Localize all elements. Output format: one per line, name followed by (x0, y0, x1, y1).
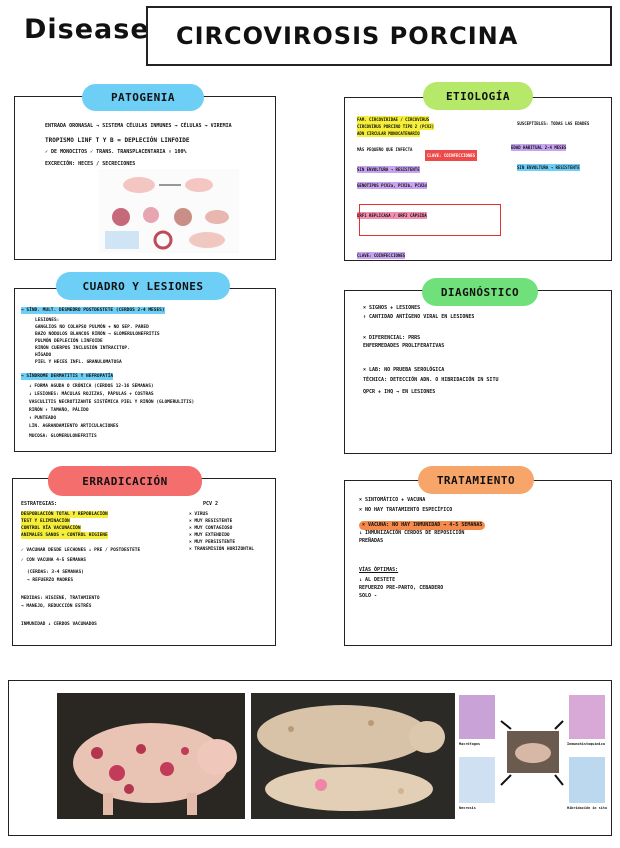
cuadro-line-12: VASCULITIS NECROTIZANTE SISTÉMICA PIEL Y RIÑÓN (GLOMERULITIS) (29, 400, 195, 405)
etiologia-line-7: ORF1 REPLICASA / ORF2 CÁPSIDA (357, 213, 427, 218)
disease-label: Disease (24, 14, 150, 45)
diagnostico-line-7: QPCR + IHQ → EN LESIONES (363, 389, 436, 395)
tratamiento-line-2: × NO HAY TRATAMIENTO ESPECÍFICO (359, 507, 453, 513)
erradicacion-line-6: ✓ VACUNAR DESDE LECHONES ↓ PRE / POSTDESTETE (21, 548, 141, 553)
erradicacion-line-8: (CERDAS: 3-4 SEMANAS) (27, 570, 84, 575)
cuadro-line-3: GANGLIOS NO COLAPSO PULMÓN + NO SEP. PARED (35, 325, 149, 330)
pcv2-side-title: PCV 2 (203, 501, 219, 507)
erradicacion-line-10: MEDIDAS: HIGIENE, TRATAMIENTO (21, 596, 100, 601)
tratamiento-line-6: VÍAS ÓPTIMAS: (359, 567, 399, 573)
photo-strip (8, 680, 612, 836)
histology-caption-2: Inmunohistoquímica (567, 742, 605, 746)
cuadro-line-5: PULMÓN DEPLECIÓN LINFOIDE (35, 339, 103, 344)
histology-image-1 (459, 695, 495, 739)
erradicacion-line-3: TEST Y ELIMINACIÓN (21, 519, 70, 524)
cuadro-line-13: RIÑÓN ↑ TAMAÑO, PÁLIDO (29, 408, 89, 413)
etiologia-line-6: GENOTIPOS PCV2a, PCV2b, PCV2d (357, 183, 427, 188)
diagnostico-line-2: ↑ CANTIDAD ANTÍGENO VIRAL EN LESIONES (363, 314, 475, 320)
etiologia-line-3: ADN CIRCULAR MONOCATENARIO (357, 131, 420, 136)
pcv2-side-4: × MUY EXTENDIDO (189, 533, 230, 538)
pig-figure-2 (185, 178, 213, 192)
cuadro-line-14: ↑ PUNTEADO (29, 416, 57, 421)
cuadro-line-2: LESIONES: (35, 318, 60, 323)
etiologia-line-5: SIN ENVOLTURA → RESISTENTE (357, 167, 420, 172)
pig-figure-1 (123, 177, 155, 193)
title-box (146, 6, 612, 66)
cuadro-line-16: MUCOSA: GLOMERULONEFRITIS (29, 434, 97, 439)
cuadro-title: CUADRO Y LESIONES (56, 272, 230, 300)
diagnostico-line-4: ENFERMEDADES PROLIFERATIVAS (363, 343, 445, 349)
patogenia-line-4: EXCRECIÓN: HECES / SECRECIONES (45, 161, 136, 167)
tratamiento-card (344, 480, 612, 646)
cuadro-line-10: ↓ FORMA AGUDA O CRÓNICA (CERDOS 12-16 SEMANAS) (29, 384, 154, 389)
etiologia-line-2: CIRCOVIRUS PORCINO TIPO 2 (PCV2) (357, 124, 435, 129)
cuadro-line-7: HÍGADO (35, 353, 52, 358)
page-title: CIRCOVIROSIS PORCINA (176, 22, 519, 50)
tratamiento-line-1: × SINTOMÁTICO + VACUNA (359, 497, 426, 503)
cuadro-card (14, 288, 276, 452)
tratamiento-line-7: ↓ AL DESTETE (359, 577, 396, 583)
tratamiento-title: TRATAMIENTO (418, 466, 534, 494)
organ-figure-3 (174, 208, 192, 226)
red-outline-box (359, 204, 501, 236)
tratamiento-line-8: REFUERZO PRE-PARTO, CEBADERO (359, 585, 444, 591)
etiologia-right-1: SUSCEPTIBLES: TODAS LAS EDADES (517, 121, 590, 126)
erradicacion-line-7: ✓ CON VACUNA 4-5 SEMANAS (21, 558, 87, 563)
etiologia-line-4: MÁS PEQUEÑO QUE INFECTA (357, 147, 413, 152)
organ-figure-1 (112, 208, 130, 226)
diagnostico-line-6: TÉCNICA: DETECCIÓN ADN. O HIBRIDACIÓN IN SITU (363, 377, 499, 383)
diagnostico-line-3: × DIFERENCIAL: PRRS (363, 335, 421, 341)
erradicacion-line-2: DESPOBLACIÓN TOTAL Y REPOBLACIÓN (21, 512, 108, 517)
etiologia-card (344, 97, 612, 261)
cuadro-line-15: LIN. AGRANDAMIENTO ARTICULACIONES (29, 424, 119, 429)
patogenia-line-3: ✓ DE MONOCITOS ✓ TRANS. TRANSPLACENTARIA ↑ 100% (45, 149, 187, 155)
tratamiento-line-3: × VACUNA: NO HAY INMUNIDAD → 4-5 SEMANAS (359, 521, 485, 530)
erradicacion-line-1: ESTRATEGIAS: (21, 501, 58, 507)
pcv2-side-3: × MUY CONTAGIOSO (189, 526, 233, 531)
pcv2-side-6: × TRANSMISIÓN HORIZONTAL (189, 547, 255, 552)
erradicacion-line-5: ANIMALES SANOS + CONTROL HIGIENE (21, 533, 108, 538)
pig-photo-lesions (57, 693, 245, 819)
etiologia-line-8: CLAVE: COINFECCIONES (357, 253, 406, 258)
erradicacion-line-12: INMUNIDAD ↓ CERDOS VACUNADOS (21, 622, 97, 627)
histology-caption-1: Macrófagos (459, 742, 481, 746)
erradicacion-line-11: → MANEJO, REDUCCIÓN ESTRÉS (21, 604, 92, 609)
cuadro-line-6: RIÑÓN CUERPOS INCLUSIÓN INTRACITOP. (35, 346, 130, 351)
cuadro-line-8: PIEL Y HECES INFL. GRANULOMATOSA (35, 360, 122, 365)
pcv2-side-5: × MUY PERSISTENTE (189, 540, 236, 545)
tratamiento-line-4: ↓ INMUNIZACIÓN CERDOS DE REPOSICIÓN (359, 530, 465, 536)
erradicacion-card (12, 478, 276, 646)
etiologia-right-3: SIN ENVOLTURA → RESISTENTE (517, 165, 580, 170)
etiologia-line-1: FAM. CIRCOVIRIDAE / CIRCOVIRUS (357, 117, 430, 122)
erradicacion-line-4: CONTROL VÍA VACUNACIÓN (21, 526, 81, 531)
cuadro-line-9: → SÍNDROME DERMATITIS Y NEFROPATÍA (21, 374, 114, 379)
organ-figure-2 (143, 207, 159, 223)
histology-image-2 (569, 695, 605, 739)
cuadro-line-4: BAZO NÓDULOS BLANCOS RIÑÓN → GLOMERULONEFRITIS (35, 332, 160, 337)
pathogenesis-diagram (99, 169, 239, 253)
patogenia-card (14, 96, 276, 260)
histology-image-3 (459, 757, 495, 803)
pcv2-side-2: × MUY RESISTENTE (189, 519, 233, 524)
histology-panel (459, 695, 607, 817)
patogenia-title: PATOGENIA (82, 84, 204, 111)
cuadro-line-1: → SÍND. MULT. DESMEDRO POSTDESTETE (CERDOS 2-4 MESES) (21, 308, 165, 313)
patogenia-line-1: ENTRADA ORONASAL → SISTEMA CÉLULAS INMUNES → CÉLULAS → VIREMIA (45, 123, 232, 129)
erradicacion-title: ERRADICACIÓN (48, 466, 202, 496)
histology-caption-4: Hibridación in situ (567, 806, 608, 810)
tratamiento-line-9: SOLO - (359, 593, 378, 599)
pig-photo-wasting (251, 693, 455, 819)
pcv2-side-1: × VIRUS (189, 512, 208, 517)
diagnostico-line-5: × LAB: NO PRUEBA SEROLÓGICA (363, 367, 445, 373)
etiologia-right-2: EDAD HABITUAL 2-4 MESES (511, 145, 567, 150)
etiologia-red-tag: CLAVE: COINFECCIONES (425, 150, 477, 161)
histology-image-4 (569, 757, 605, 803)
etiologia-title: ETIOLOGÍA (423, 82, 533, 110)
histology-caption-3: Necrosis (459, 806, 476, 810)
diagnostico-title: DIAGNÓSTICO (422, 278, 538, 306)
tratamiento-line-5: PREÑADAS (359, 538, 384, 544)
diagnostico-line-1: × SIGNOS + LESIONES (363, 305, 421, 311)
cuadro-line-11: ↓ LESIONES: MÁCULAS ROJIZAS, PÁPULAS + COSTRAS (29, 392, 154, 397)
patogenia-line-2: TROPISMO LINF T Y B = DEPLECIÓN LINFOIDE (45, 137, 190, 144)
erradicacion-line-9: → REFUERZO MADRES (27, 578, 74, 583)
diagnostico-card (344, 290, 612, 454)
